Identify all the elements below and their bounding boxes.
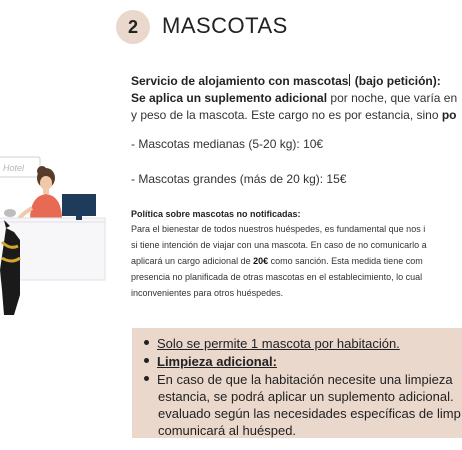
computer-monitor [62, 194, 96, 216]
receptionist-shirt [30, 194, 62, 220]
list-item-continuation: estancia, se podrá aplicar un suplemento adicional. [158, 389, 454, 404]
list-item-continuation: evaluado según las necesidades específicas de limp [158, 406, 461, 421]
list-item: En caso de que la habitación necesite una limpieza [144, 371, 453, 388]
policy-line: aplicará un cargo adicional de 20€ como sanción. Esta medida tiene com [131, 256, 423, 266]
bullet-icon [144, 358, 149, 363]
section-number: 2 [127, 16, 138, 37]
list-item-continuation: comunicará al huésped. [158, 423, 297, 438]
service-heading: Servicio de alojamiento con mascotas (bajo petición): [131, 74, 441, 88]
intro-line-2: Se aplica un suplemento adicional por noche, que varía en [131, 91, 458, 105]
reception-illustration [0, 150, 125, 330]
pet-rules-box [132, 328, 462, 438]
policy-heading: Política sobre mascotas no notificadas: [131, 209, 301, 219]
intro-line-3: y peso de la mascota. Este cargo no es por estancia, sino po [131, 108, 457, 122]
hotel-sign-text: Hotel [3, 163, 25, 173]
price-medium-pets: - Mascotas medianas (5-20 kg): 10€ [131, 137, 324, 151]
section-title: MASCOTAS [162, 13, 288, 38]
face [40, 176, 52, 190]
bullet-icon [144, 340, 149, 345]
list-item: Solo se permite 1 mascota por habitación. [144, 335, 400, 352]
service-intro [131, 73, 461, 124]
unnotified-pets-policy [131, 208, 461, 301]
section-number-badge [116, 10, 150, 44]
policy-line: inconvenientes para otros huéspedes. [131, 288, 284, 298]
policy-line: Para el bienestar de todos nuestros huéspedes, es fundamental que nos i [131, 224, 426, 234]
price-large-pets: - Mascotas grandes (más de 20 kg): 15€ [131, 172, 347, 186]
policy-line: presencia no planificada de otras mascotas en el establecimiento, lo cual [131, 272, 423, 282]
policy-line: si tiene intención de viajar con una mascota. En caso de no comunicarlo a [131, 240, 427, 250]
list-item: Limpieza adicional: [144, 353, 277, 370]
bullet-icon [144, 376, 149, 381]
